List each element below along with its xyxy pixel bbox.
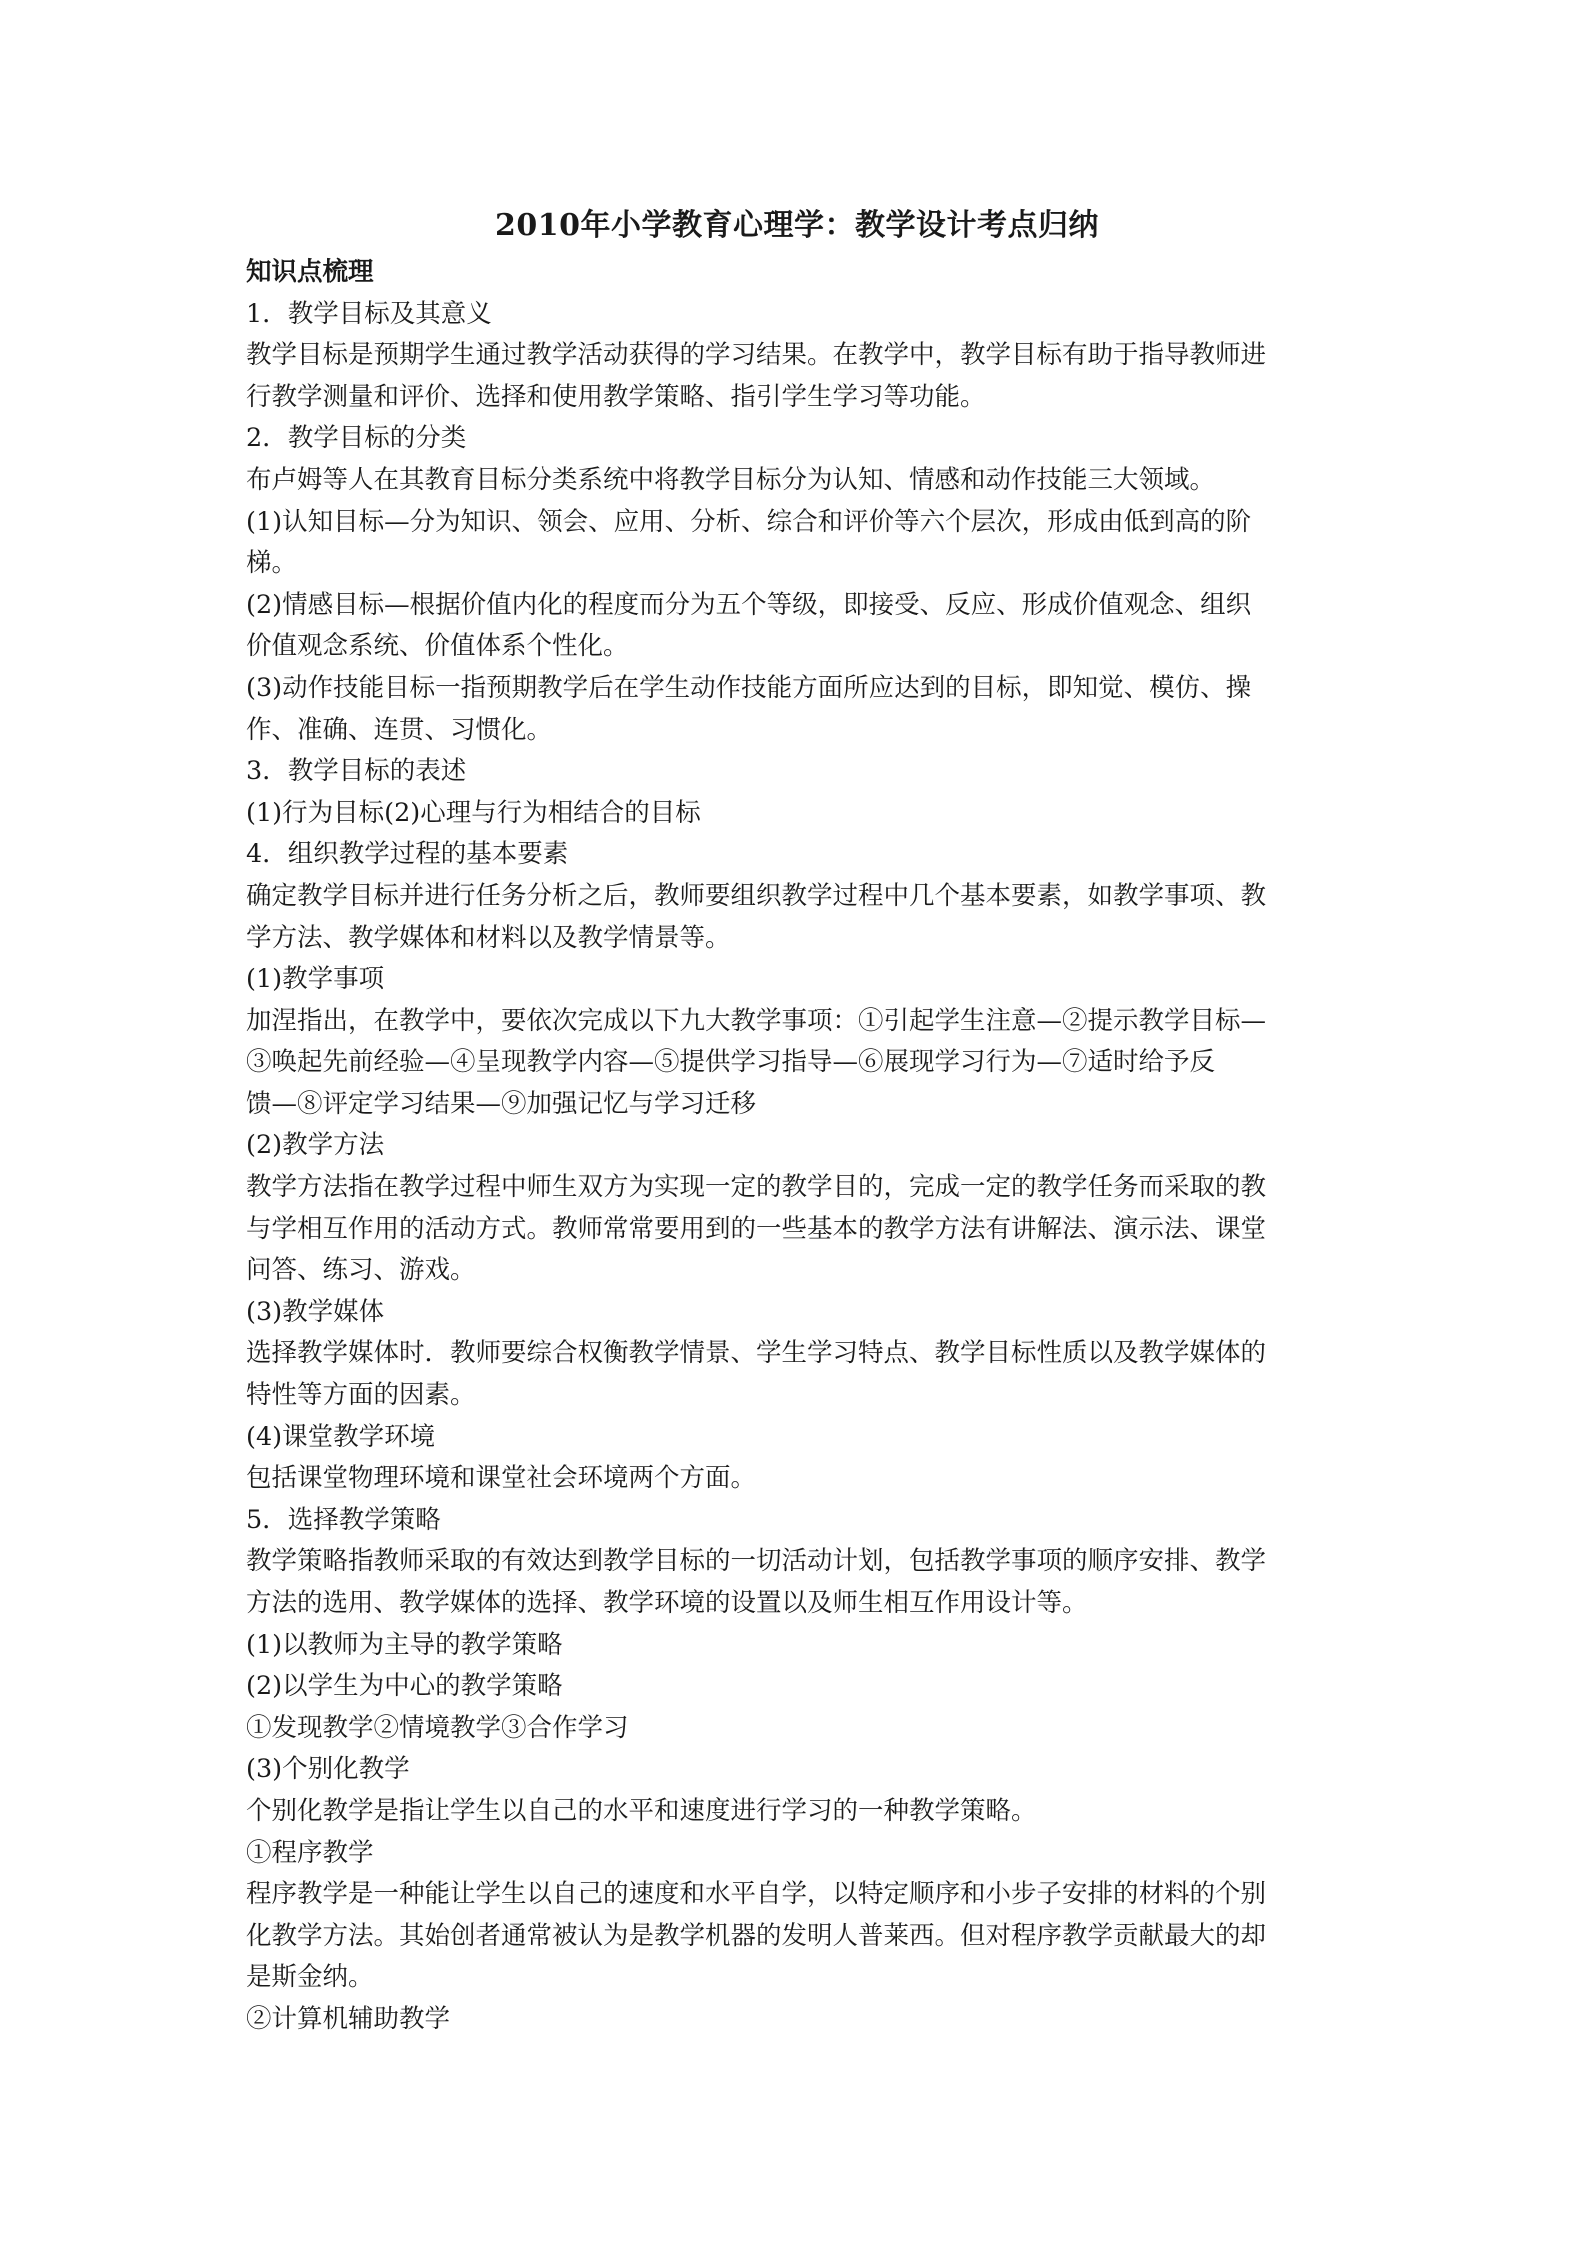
paragraph-line: 馈—⑧评定学习结果—⑨加强记忆与学习迁移 bbox=[246, 1088, 757, 1119]
subheading: 2．教学目标的分类 bbox=[246, 423, 467, 454]
paragraph-line: 学方法、教学媒体和材料以及教学情景等。 bbox=[246, 922, 731, 953]
paragraph-line: 方法的选用、教学媒体的选择、教学环境的设置以及师生相互作用设计等。 bbox=[246, 1588, 1088, 1618]
paragraph-line: 价值观念系统、价值体系个性化。 bbox=[246, 631, 629, 662]
list-item-heading: ①程序教学 bbox=[246, 1837, 374, 1868]
subheading: 1．教学目标及其意义 bbox=[246, 298, 492, 329]
list-item-heading: (3)教学媒体 bbox=[246, 1296, 385, 1327]
paragraph-line: (2)情感目标—根据价值内化的程度而分为五个等级，即接受、反应、形成价值观念、组织 bbox=[246, 589, 1252, 620]
list-item-heading: (1)教学事项 bbox=[246, 964, 385, 995]
subheading: 5．选择教学策略 bbox=[246, 1504, 441, 1535]
paragraph-line: 特性等方面的因素。 bbox=[246, 1380, 476, 1411]
list-item-heading: (2)教学方法 bbox=[246, 1130, 385, 1161]
paragraph-line: 与学相互作用的活动方式。教师常常要用到的一些基本的教学方法有讲解法、演示法、课堂 bbox=[246, 1213, 1267, 1244]
list-item-heading: (1)以教师为主导的教学策略 bbox=[246, 1629, 563, 1660]
paragraph-line: 教学策略指教师采取的有效达到教学目标的一切活动计划，包括教学事项的顺序安排、教学 bbox=[246, 1546, 1267, 1577]
paragraph-line: 梯。 bbox=[246, 548, 298, 579]
paragraph-line: 教学方法指在教学过程中师生双方为实现一定的教学目的，完成一定的教学任务而采取的教 bbox=[246, 1172, 1267, 1203]
paragraph-line: (1)行为目标(2)心理与行为相结合的目标 bbox=[246, 797, 701, 828]
list-item-heading: ②计算机辅助教学 bbox=[246, 2003, 451, 2034]
list-item-heading: (2)以学生为中心的教学策略 bbox=[246, 1671, 563, 1702]
paragraph-line: 个别化教学是指让学生以自己的水平和速度进行学习的一种教学策略。 bbox=[246, 1795, 1037, 1826]
paragraph-line: 化教学方法。其始创者通常被认为是教学机器的发明人普莱西。但对程序教学贡献最大的却 bbox=[246, 1920, 1267, 1951]
paragraph-line: ①发现教学②情境教学③合作学习 bbox=[246, 1712, 629, 1743]
paragraph-line: ③唤起先前经验—④呈现教学内容—⑤提供学习指导—⑥展现学习行为—⑦适时给予反 bbox=[246, 1047, 1216, 1078]
paragraph-line: 教学目标是预期学生通过教学活动获得的学习结果。在教学中，教学目标有助于指导教师进 bbox=[246, 340, 1267, 371]
paragraph-line: (3)动作技能目标一指预期教学后在学生动作技能方面所应达到的目标，即知觉、模仿、操 bbox=[246, 672, 1252, 703]
paragraph-line: 加涅指出，在教学中，要依次完成以下九大教学事项：①引起学生注意—②提示教学目标— bbox=[246, 1005, 1267, 1036]
document-title: 2010年小学教育心理学：教学设计考点归纳 bbox=[495, 208, 1099, 243]
paragraph-line: 包括课堂物理环境和课堂社会环境两个方面。 bbox=[246, 1463, 757, 1494]
subheading: 4．组织教学过程的基本要素 bbox=[246, 839, 569, 870]
list-item-heading: (4)课堂教学环境 bbox=[246, 1421, 436, 1452]
paragraph-line: 是斯金纳。 bbox=[246, 1962, 374, 1993]
document-body bbox=[246, 252, 1366, 2041]
paragraph-line: 布卢姆等人在其教育目标分类系统中将教学目标分为认知、情感和动作技能三大领域。 bbox=[246, 464, 1216, 495]
paragraph-line: 行教学测量和评价、选择和使用教学策略、指引学生学习等功能。 bbox=[246, 381, 986, 412]
section-heading: 知识点梳理 bbox=[246, 257, 374, 287]
list-item-heading: (3)个别化教学 bbox=[246, 1754, 410, 1785]
paragraph-line: (1)认知目标—分为知识、领会、应用、分析、综合和评价等六个层次，形成由低到高的阶 bbox=[246, 506, 1252, 537]
paragraph-line: 确定教学目标并进行任务分析之后，教师要组织教学过程中几个基本要素，如教学事项、教 bbox=[246, 880, 1267, 911]
paragraph-line: 作、准确、连贯、习惯化。 bbox=[246, 714, 553, 745]
subheading: 3．教学目标的表述 bbox=[246, 756, 467, 787]
paragraph-line: 选择教学媒体时．教师要综合权衡教学情景、学生学习特点、教学目标性质以及教学媒体的 bbox=[246, 1338, 1267, 1369]
paragraph-line: 问答、练习、游戏。 bbox=[246, 1255, 476, 1286]
paragraph-line: 程序教学是一种能让学生以自己的速度和水平自学，以特定顺序和小步子安排的材料的个别 bbox=[246, 1879, 1267, 1910]
